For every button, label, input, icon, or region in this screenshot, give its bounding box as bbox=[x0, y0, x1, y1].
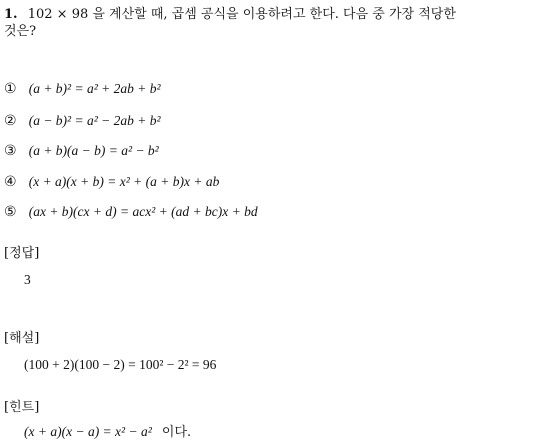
choice-3-formula: (a + b)(a − b) = a² − b² bbox=[28, 143, 159, 158]
question-line-1 bbox=[4, 8, 456, 21]
choice-2[interactable] bbox=[4, 114, 161, 128]
choice-4[interactable] bbox=[4, 175, 219, 189]
question-line-2: 것은? bbox=[4, 24, 37, 39]
hint-formula: (x + a)(x − a) = x² − a² bbox=[24, 424, 152, 439]
hint-line bbox=[24, 425, 191, 439]
explanation-formula: (100 + 2)(100 − 2) = 100² − 2² = 96 bbox=[24, 357, 217, 372]
answer-label: [정답] bbox=[4, 246, 40, 261]
choice-5[interactable] bbox=[4, 205, 258, 219]
choice-3-mark: ③ bbox=[4, 143, 17, 159]
hint-label: [힌트] bbox=[4, 400, 40, 415]
choice-3[interactable] bbox=[4, 144, 159, 158]
choice-4-formula: (x + a)(x + b) = x² + (a + b)x + ab bbox=[28, 174, 220, 189]
question-text: 102 × 98 을 계산할 때, 곱셈 공식을 이용하려고 한다. 다음 중 가장 적당한 bbox=[27, 7, 456, 22]
hint-suffix: 이다. bbox=[161, 425, 192, 440]
choice-5-mark: ⑤ bbox=[4, 204, 17, 220]
choice-2-formula: (a − b)² = a² − 2ab + b² bbox=[28, 113, 161, 128]
answer-value: 3 bbox=[24, 272, 31, 287]
choice-1-mark: ① bbox=[4, 81, 17, 97]
choice-1-formula: (a + b)² = a² + 2ab + b² bbox=[28, 81, 161, 96]
choice-5-formula: (ax + b)(cx + d) = acx² + (ad + bc)x + bd bbox=[28, 204, 258, 219]
explanation-label: [해설] bbox=[4, 331, 40, 346]
question-number: 1. bbox=[4, 7, 18, 22]
choice-4-mark: ④ bbox=[4, 174, 17, 190]
choice-1[interactable] bbox=[4, 82, 161, 96]
choice-2-mark: ② bbox=[4, 113, 17, 129]
